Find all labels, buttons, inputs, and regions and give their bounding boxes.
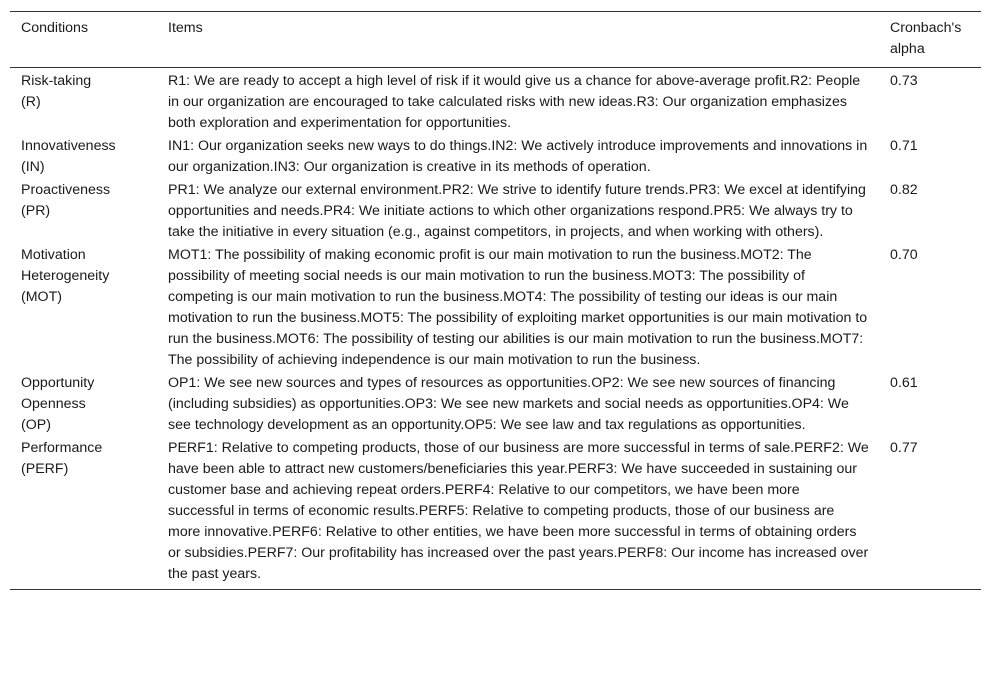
condition-name: Motivation Heterogeneity [21, 247, 110, 284]
alpha-cell: 0.70 [890, 247, 918, 263]
table-row [10, 437, 981, 590]
items-cell: IN1: Our organization seeks new ways to do things.IN2: We actively introduce improvements and innovations in our organization.IN3: Our organization is creative in its methods of operation. [168, 138, 868, 175]
table-row [10, 135, 981, 179]
reliability-table [10, 11, 981, 590]
header-row [10, 12, 981, 68]
items-cell: PR1: We analyze our external environment.PR2: We strive to identify future trends.PR3: We excel at identifying opportunities and needs.PR4: We initiate actions to which other organizations respond.PR5: We always try to take the initiative in every situation (e.g., against competitors, in projects, and when working with others). [168, 182, 866, 240]
table-body [10, 68, 981, 590]
condition-cell [10, 244, 157, 372]
table-row [10, 68, 981, 136]
condition-cell [10, 437, 157, 590]
items-cell: MOT1: The possibility of making economic profit is our main motivation to run the business.MOT2: The possibility of meeting social needs is our main motivation to run the business.MOT3: The possibility of competing is our main motivation to run the business.MOT4: The possibility of testing our ideas is our main motivation to run the business.MOT5: The possibility of exploiting market opportunities is our main motivation to run the business.MOT6: The possibility of testing our abilities is our main motivation to run the business.MOT7: The possibility of achieving independence is our main motivation to run the business. [168, 247, 868, 368]
condition-code: (OP) [21, 417, 51, 433]
alpha-cell: 0.77 [879, 437, 981, 590]
table-row [10, 244, 981, 372]
header-cronbach-alpha: Cronbach's alpha [879, 12, 981, 68]
condition-code: (R) [21, 94, 41, 110]
alpha-cell: 0.73 [890, 73, 918, 89]
condition-cell [10, 135, 157, 179]
alpha-cell: 0.82 [890, 182, 918, 198]
table-row [10, 179, 981, 244]
table-row [10, 372, 981, 437]
items-cell: R1: We are ready to accept a high level of risk if it would give us a chance for above-average profit.R2: People in our organization are encouraged to take calculated risks with new ideas.R3: Our organization emphasizes both exploration and experimentation for opportunities. [168, 73, 861, 131]
condition-code: (MOT) [21, 289, 62, 305]
items-cell: OP1: We see new sources and types of resources as opportunities.OP2: We see new sources of financing (including subsidies) as opportunities.OP3: We see new markets and social needs as opportunities.OP4: We see technology development as an opportunity.OP5: We see law and tax regulations as opportunities. [168, 375, 849, 433]
condition-name: Opportunity Openness [21, 375, 95, 412]
header-items: Items [157, 12, 879, 68]
condition-name: Performance [21, 440, 103, 456]
condition-code: (IN) [21, 159, 45, 175]
condition-name: Innovativeness [21, 138, 116, 154]
items-cell: PERF1: Relative to competing products, those of our business are more successful in terms of sale.PERF2: We have been able to attract new customers/beneficiaries this year.PERF3: We have succeeded in sustaining our customer base and achieving repeat orders.PERF4: Relative to our competitors, we have been more successful in terms of economic results.PERF5: Relative to competing products, those of our business are more innovative.PERF6: Relative to other entities, we have been more successful in terms of obtaining orders or subsidies.PERF7: Our profitability has increased over the past years.PERF8: Our income has increased over the past years. [157, 437, 879, 590]
condition-cell [10, 68, 157, 136]
condition-name: Proactiveness [21, 182, 111, 198]
header-conditions: Conditions [10, 12, 157, 68]
alpha-cell: 0.61 [890, 375, 918, 391]
condition-code: (PERF) [21, 461, 69, 477]
reliability-table-container [10, 11, 981, 590]
condition-name: Risk-taking [21, 73, 92, 89]
condition-cell [10, 372, 157, 437]
condition-cell [10, 179, 157, 244]
alpha-cell: 0.71 [890, 138, 918, 154]
condition-code: (PR) [21, 203, 51, 219]
table-header [10, 12, 981, 68]
